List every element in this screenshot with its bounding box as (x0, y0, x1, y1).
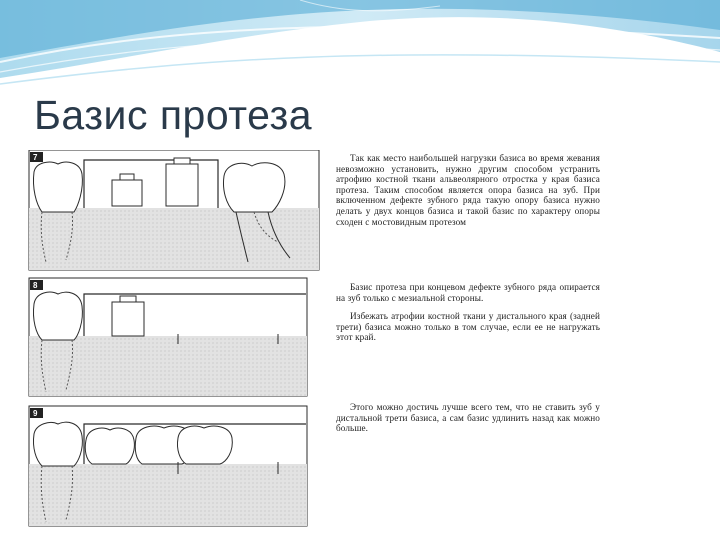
tooth-icon (33, 292, 82, 340)
caption-figure-9: Этого можно достичь лучше всего тем, что не ставить зуб у дистальной трети базиса, а сам базис удлинить назад как можно больше. (336, 402, 600, 434)
weight-icon (112, 296, 144, 336)
prosthesis-diagrams (28, 150, 320, 528)
caption-figure-8-part-2: Избежать атрофии костной ткани у дистального края (задней трети) базиса можно только в том случае, если ее не нагружать этот край. (336, 311, 600, 343)
caption-figure-8-part-1: Базис протеза при концевом дефекте зубного ряда опирается на зуб только с мезиальной стороны. (336, 282, 600, 303)
caption-figure-7: Так как место наибольшей нагрузки базиса во время жевания невозможно установить, нужно другим способом устранить атрофию костной ткани альвеолярного отростка у края базиса протеза. Таким способом является опора базиса на зуб. При включенном дефекте зубного ряда такую опору базиса нужно делать у двух концов базиса и такой базис по характеру опоры сходен с мостовидным протезом (336, 153, 600, 227)
figure-8 (29, 278, 307, 396)
figure-number: 7 (33, 153, 38, 162)
tooth-icon (33, 162, 82, 212)
figure-7 (29, 150, 319, 270)
figure-number: 9 (33, 409, 38, 418)
tooth-icon (177, 426, 232, 464)
slide-title: Базис протеза (34, 92, 313, 138)
tooth-icon (223, 163, 284, 212)
header-banner (0, 0, 720, 90)
weight-icon (166, 158, 198, 206)
figure-number: 8 (33, 281, 38, 290)
tooth-icon (33, 422, 82, 466)
tooth-icon (85, 428, 134, 464)
bone-area (29, 336, 307, 396)
figure-9 (29, 406, 307, 526)
